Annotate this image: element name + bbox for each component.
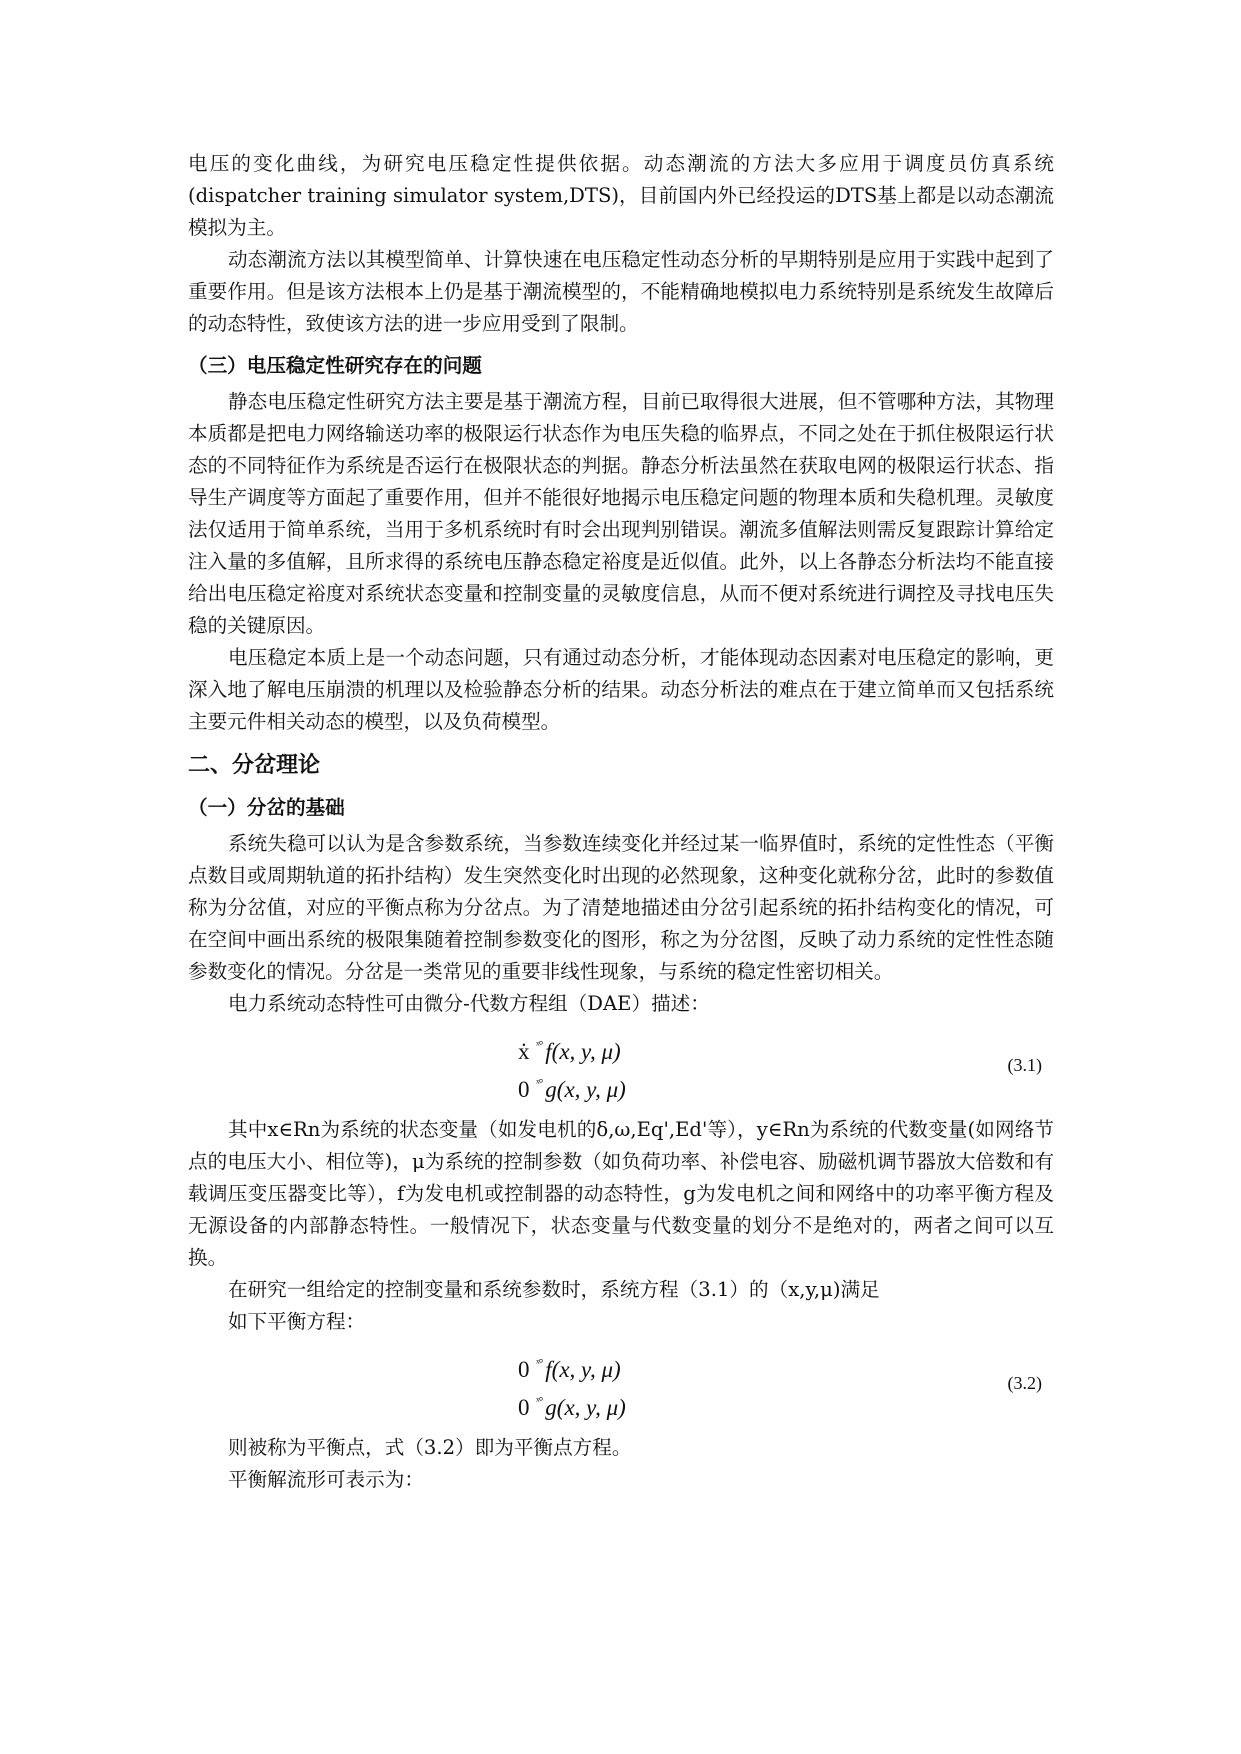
equation-3-1 — [188, 1026, 1054, 1106]
equation-operator: ˣ° — [536, 1394, 543, 1408]
equation-lhs: 0 — [518, 1077, 530, 1102]
equation-3-2-line-2 — [518, 1382, 626, 1420]
paragraph-manifold-intro: 平衡解流形可表示为： — [228, 1468, 424, 1491]
equation-3-1-line-2 — [518, 1064, 626, 1102]
paragraph-dynamic-nature: 电压稳定本质上是一个动态问题，只有通过动态分析，才能体现动态因素对电压稳定的影响，更深入地了解电压崩溃的机理以及检验静态分析的结果。动态分析法的难点在于建立简单而又包括系统主要元件相关动态的模型，以及负荷模型。 — [188, 646, 1054, 733]
equation-lhs: 0 — [518, 1357, 530, 1382]
equation-3-2-line-1 — [518, 1344, 626, 1382]
equation-number: (3.2) — [1007, 1373, 1042, 1393]
heading-voltage-stability-problems: （三）电压稳定性研究存在的问题 — [188, 354, 482, 377]
paragraph-variable-definitions: 其中x∈Rn为系统的状态变量（如发电机的δ,ω,Eq',Ed'等），y∈Rn为系统的代数变量(如网络节点的电压大小、相位等)，μ为系统的控制参数（如负荷功率、补偿电容、励磁机调节器放大倍数和有载调压变压器变比等），f为发电机或控制器的动态特性，g为发电机之间和网络中的功率平衡方程及无源设备的内部静态特性。一般情况下，状态变量与代数变量的划分不是绝对的，两者之间可以互换。 — [188, 1118, 1054, 1269]
equation-rhs: f(x, y, μ) — [545, 1039, 621, 1064]
equation-number: (3.1) — [1007, 1055, 1042, 1075]
equation-operator: ˣ° — [536, 1076, 543, 1090]
paragraph-dae-intro: 电力系统动态特性可由微分-代数方程组（DAE）描述： — [228, 992, 710, 1015]
equation-lhs: 0 — [518, 1395, 530, 1420]
paragraph-equilibrium-point: 则被称为平衡点，式（3.2）即为平衡点方程。 — [228, 1436, 632, 1459]
equation-3-2 — [188, 1344, 1054, 1424]
equation-lhs: ẋ — [518, 1039, 530, 1064]
equation-operator: ˣ° — [536, 1356, 543, 1370]
equation-3-1-line-1 — [518, 1026, 626, 1064]
equation-rhs: g(x, y, μ) — [545, 1395, 626, 1420]
paragraph-equilibrium-condition: 在研究一组给定的控制变量和系统参数时，系统方程（3.1）的（x,y,μ)满足 — [228, 1278, 880, 1301]
page-content — [188, 148, 1054, 1496]
equation-rhs: g(x, y, μ) — [545, 1077, 626, 1102]
equation-3-2-body — [518, 1344, 626, 1420]
paragraph-equilibrium-equations-intro: 如下平衡方程： — [228, 1310, 366, 1333]
equation-3-1-body — [518, 1026, 626, 1102]
heading-bifurcation-basics: （一）分岔的基础 — [188, 796, 345, 819]
paragraph-static-methods: 静态电压稳定性研究方法主要是基于潮流方程，目前已取得很大进展，但不管哪种方法，其物理本质都是把电力网络输送功率的极限运行状态作为电压失稳的临界点，不同之处在于抓住极限运行状态的不同特征作为系统是否运行在极限状态的判据。静态分析法虽然在获取电网的极限运行状态、指导生产调度等方面起了重要作用，但并不能很好地揭示电压稳定问题的物理本质和失稳机理。灵敏度法仅适用于简单系统，当用于多机系统时有时会出现判别错误。潮流多值解法则需反复跟踪计算给定注入量的多值解，且所求得的系统电压静态稳定裕度是近似值。此外，以上各静态分析法均不能直接给出电压稳定裕度对系统状态变量和控制变量的灵敏度信息，从而不便对系统进行调控及寻找电压失稳的关键原因。 — [188, 390, 1054, 637]
paragraph-dynamic-flow-limits: 动态潮流方法以其模型简单、计算快速在电压稳定性动态分析的早期特别是应用于实践中起到了重要作用。但是该方法根本上仍是基于潮流模型的，不能精确地模拟电力系统特别是系统发生故障后的动态特性，致使该方法的进一步应用受到了限制。 — [188, 248, 1054, 335]
equation-rhs: f(x, y, μ) — [545, 1357, 621, 1382]
paragraph-dynamic-flow-intro: 电压的变化曲线，为研究电压稳定性提供依据。动态潮流的方法大多应用于调度员仿真系统(dispatcher training simulator system,DTS)，目前国内外已经投运的DTS基上都是以动态潮流模拟为主。 — [188, 152, 1054, 239]
heading-bifurcation-theory: 二、分岔理论 — [188, 752, 321, 778]
paragraph-bifurcation-definition: 系统失稳可以认为是含参数系统，当参数连续变化并经过某一临界值时，系统的定性性态（平衡点数目或周期轨道的拓扑结构）发生突然变化时出现的必然现象，这种变化就称分岔，此时的参数值称为分岔值，对应的平衡点称为分岔点。为了清楚地描述由分岔引起系统的拓扑结构变化的情况，可在空间中画出系统的极限集随着控制参数变化的图形，称之为分岔图，反映了动力系统的定性性态随参数变化的情况。分岔是一类常见的重要非线性现象，与系统的稳定性密切相关。 — [188, 832, 1054, 983]
equation-operator: ˣ° — [536, 1038, 543, 1052]
